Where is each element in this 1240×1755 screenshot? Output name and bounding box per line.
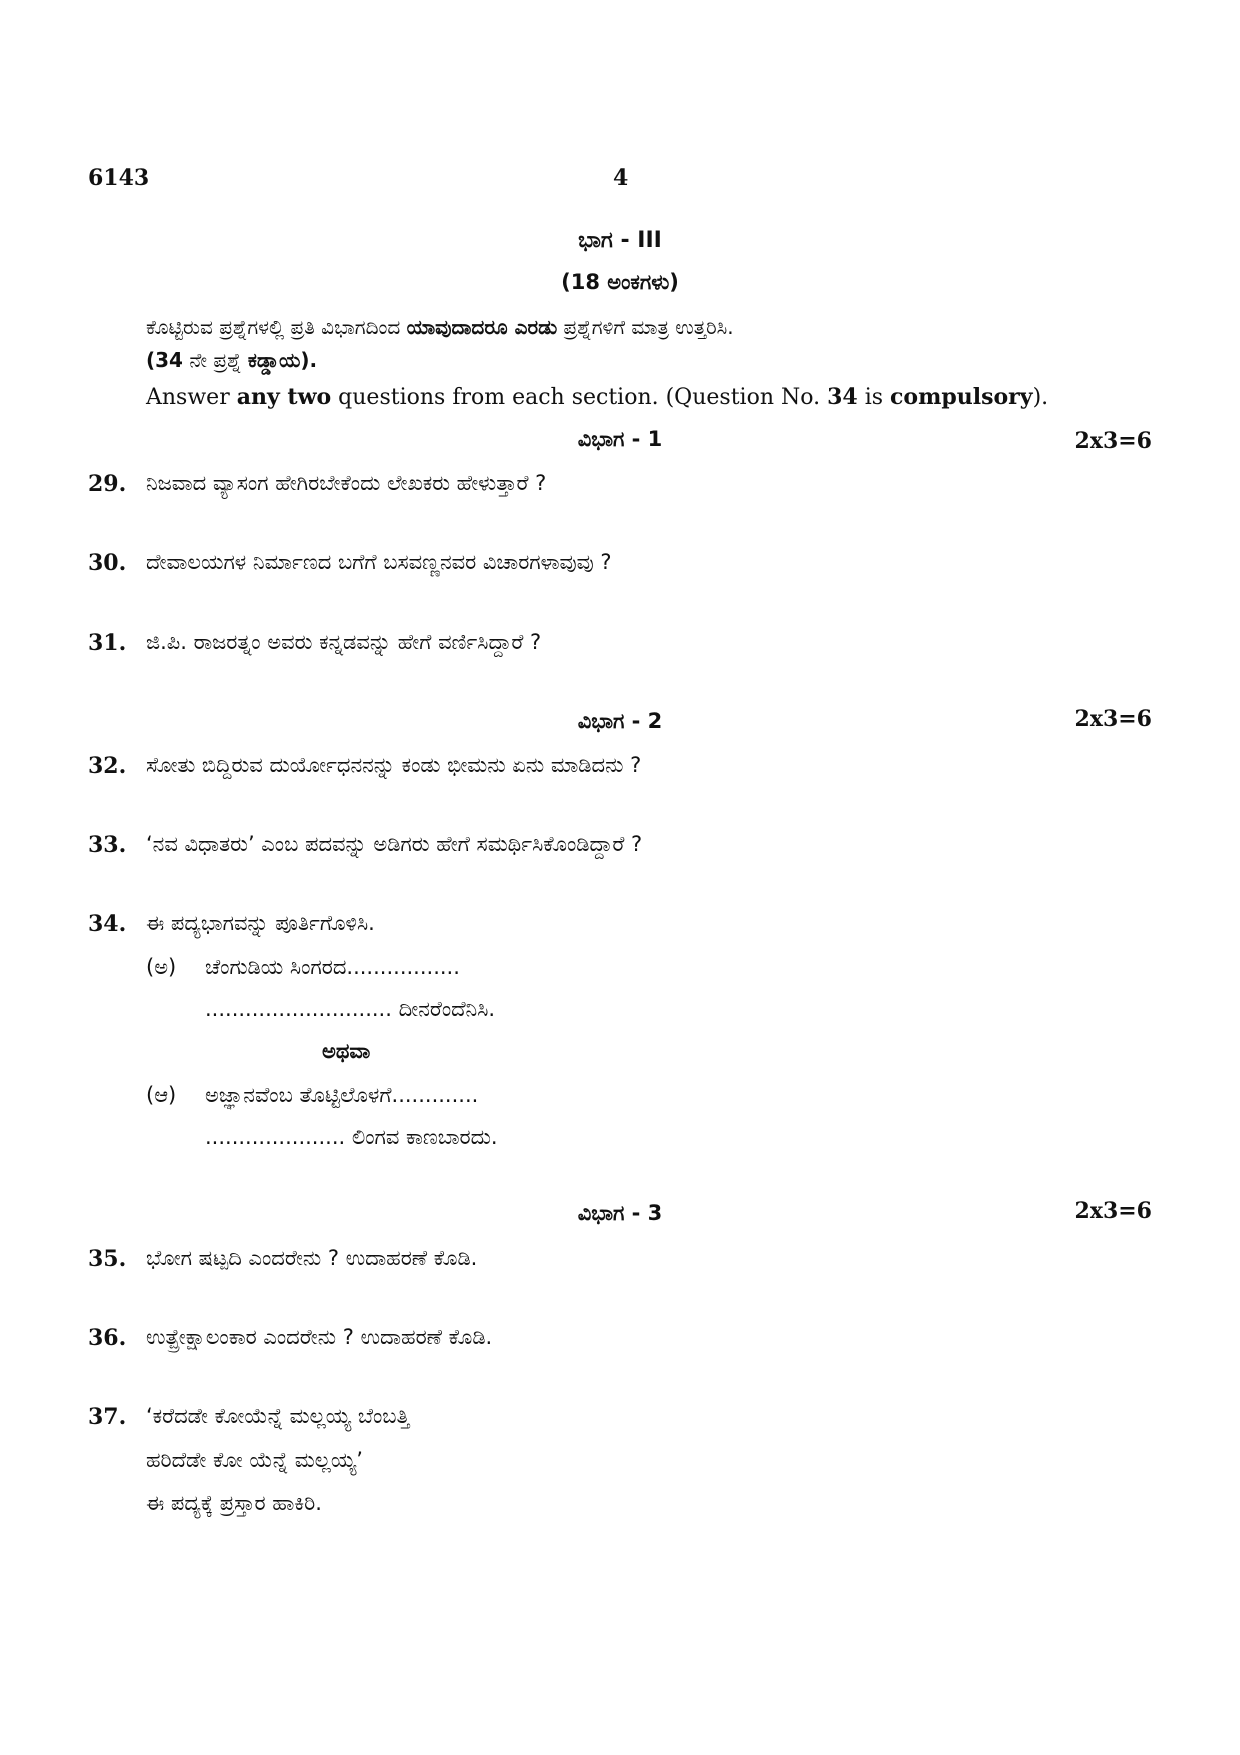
question-number: 30. [88,550,127,576]
question-number: 37. [88,1404,127,1430]
instruction-emphasis: compulsory [890,384,1033,410]
instruction-english [146,384,1048,410]
poem-line: ‘ಕರೆದಡೇ ಕೋಯೆನ್ನೆ ಮಲ್ಲಯ್ಯ ಬೆಂಬತ್ತಿ [146,1404,410,1428]
section-marks: 2x3=6 [1074,428,1152,454]
poem-line: ಅಜ್ಞಾನವೆಂಬ ತೊಟ್ಟಿಲೊಳಗೆ............. [205,1083,479,1107]
question-text: ಜಿ.ಪಿ. ರಾಜರತ್ನಂ ಅವರು ಕನ್ನಡವನ್ನು ಹೇಗೆ ವರ್ಣಿಸಿದ್ದಾರೆ ? [146,630,542,654]
question-text: ‘ನವ ವಿಧಾತರು’ ಎಂಬ ಪದವನ್ನು ಅಡಿಗರು ಹೇಗೆ ಸಮರ್ಥಿಸಿಕೊಂಡಿದ್ದಾರೆ ? [146,832,643,856]
part-marks: (18 ಅಂಕಗಳು) [561,270,679,294]
or-separator: ಅಥವಾ [322,1039,371,1063]
instruction-kannada-line1 [146,315,734,339]
instruction-emphasis: ಯಾವುದಾದರೂ ಎರಡು [406,315,558,339]
section-title: ವಿಭಾಗ - 1 [577,427,663,451]
instruction-emphasis: any two [236,384,332,410]
question-number: 31. [88,630,127,656]
instruction-emphasis: ಕಡ್ಡಾಯ [247,348,301,372]
instruction-emphasis: 34 [827,384,858,410]
poem-line: ಚೆಂಗುಡಿಯ ಸಿಂಗರದ................. [205,955,460,979]
poem-line: ಹರಿದೆಡೇ ಕೋ ಯೆನ್ನೆ ಮಲ್ಲಯ್ಯ’ [146,1448,363,1472]
question-text: ನಿಜವಾದ ವ್ಯಾಸಂಗ ಹೇಗಿರಬೇಕೆಂದು ಲೇಖಕರು ಹೇಳುತ್ತಾರೆ ? [146,471,547,495]
instruction-text: ). [1032,385,1049,410]
question-text: ಭೋಗ ಷಟ್ಪದಿ ಎಂದರೇನು ? ಉದಾಹರಣೆ ಕೊಡಿ. [146,1246,478,1270]
question-number: 34. [88,911,127,937]
question-number: 33. [88,832,127,858]
question-text: ಈ ಪದ್ಯಭಾಗವನ್ನು ಪೂರ್ತಿಗೊಳಿಸಿ. [146,911,375,935]
question-number: 32. [88,753,127,779]
page-number: 4 [613,165,629,191]
instruction-text: Answer [146,385,237,410]
instruction-text: ನೇ ಪ್ರಶ್ನೆ [182,348,248,372]
section-title: ವಿಭಾಗ - 2 [577,709,663,733]
instruction-text: ( [146,348,156,372]
question-number: 35. [88,1246,127,1272]
poem-line: ............................ ದೀನರೆಂದೆನಿಸಿ. [205,997,496,1021]
option-label: (ಅ) [146,955,177,979]
instruction-text: questions from each section. (Question No. [331,385,828,410]
instruction-text: ಕೊಟ್ಟಿರುವ ಪ್ರಶ್ನೆಗಳಲ್ಲಿ ಪ್ರತಿ ವಿಭಾಗದಿಂದ [146,315,407,339]
instruction-text: ಪ್ರಶ್ನೆಗಳಿಗೆ ಮಾತ್ರ ಉತ್ತರಿಸಿ. [557,315,734,339]
question-number: 36. [88,1325,127,1351]
instruction-text: ). [300,348,318,372]
paper-code: 6143 [88,165,150,191]
question-text: ಉತ್ಪ್ರೇಕ್ಷಾಲಂಕಾರ ಎಂದರೇನು ? ಉದಾಹರಣೆ ಕೊಡಿ. [146,1325,493,1349]
question-text: ಸೋತು ಬಿದ್ದಿರುವ ದುರ್ಯೋಧನನನ್ನು ಕಂಡು ಭೀಮನು ಏನು ಮಾಡಿದನು ? [146,753,642,777]
question-text: ದೇವಾಲಯಗಳ ನಿರ್ಮಾಣದ ಬಗೆಗೆ ಬಸವಣ್ಣನವರ ವಿಚಾರಗಳಾವುವು ? [146,550,612,574]
poem-line: ..................... ಲಿಂಗವ ಕಾಣಬಾರದು. [205,1125,498,1149]
instruction-kannada-line2 [146,348,317,372]
part-title: ಭಾಗ - III [578,228,662,253]
section-title: ವಿಭಾಗ - 3 [577,1201,663,1225]
section-marks: 2x3=6 [1074,1198,1152,1224]
question-text: ಈ ಪದ್ಯಕ್ಕೆ ಪ್ರಸ್ತಾರ ಹಾಕಿರಿ. [146,1491,322,1515]
question-number: 29. [88,471,127,497]
instruction-emphasis: 34 [155,348,183,372]
instruction-text: is [857,385,891,410]
section-marks: 2x3=6 [1074,706,1152,732]
option-label: (ಆ) [146,1083,177,1107]
